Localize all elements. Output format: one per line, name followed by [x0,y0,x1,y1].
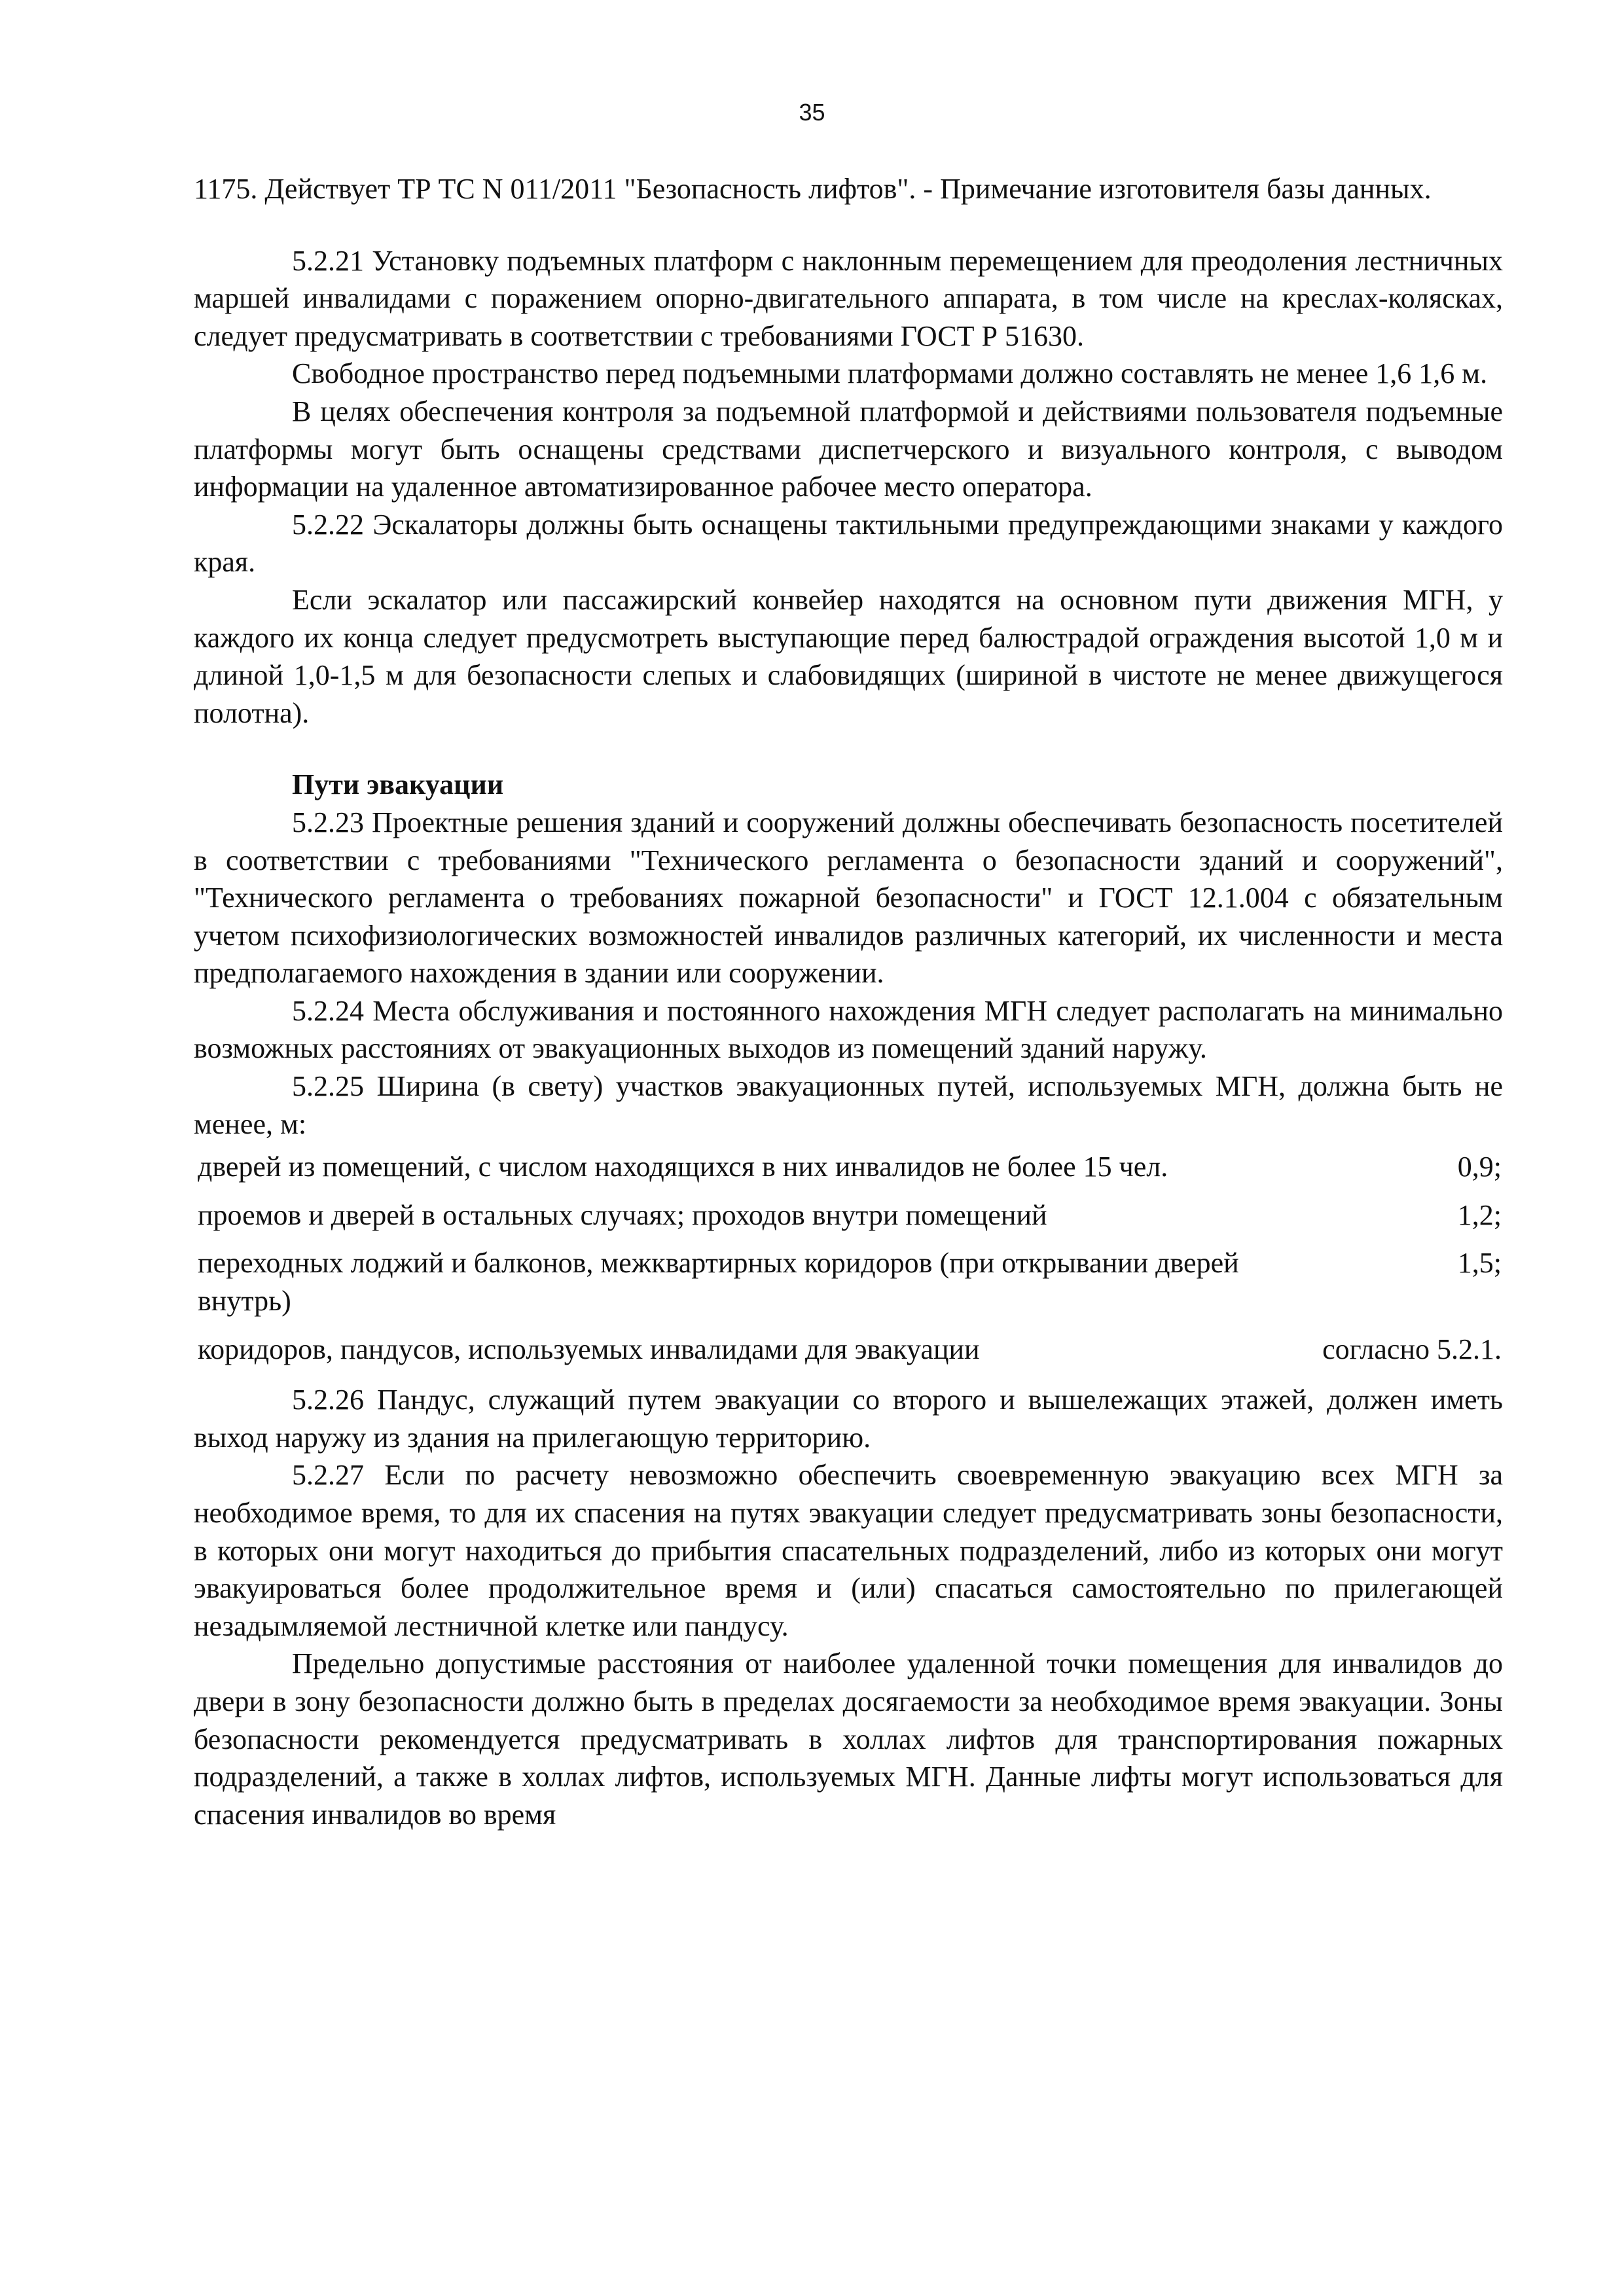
paragraph-free-space: Свободное пространство перед подъемными платформами должно составлять не менее 1,6 1,6 м. [292,357,1488,390]
spacer [194,732,1503,766]
paragraph-escalator: Если эскалатор или пассажирский конвейер находятся на основном пути движения МГН, у каждого их конца следует предусмотреть выступающие перед балюстрадой ограждения высотой 1,0 м и длиной 1,0-1,5 м для безопасности слепых и слабовидящих (шириной в чистоте не менее движущегося полотна). [194,583,1503,729]
document-body [194,170,1503,1833]
page-number: 35 [799,99,825,126]
paragraph-5-2-23: 5.2.23 Проектные решения зданий и сооружений должны обеспечивать безопасность посетителей в соответствии с требованиями "Технического регламента о безопасности зданий и сооружений", "Технического регламента о требованиях пожарной безопасности" и ГОСТ 12.1.004 с обязательным учетом психофизиологических возможностей инвалидов различных категорий, их численности и места предполагаемого нахождения в здании или сооружении. [194,806,1503,990]
table-row [194,1331,1506,1379]
paragraph-5-2-27: 5.2.27 Если по расчету невозможно обеспечить своевременную эвакуацию всех МГН за необходимое время, то для их спасения на путях эвакуации следует предусматривать зоны безопасности, в которых они могут находиться до прибытия спасательных подразделений, либо из которых они могут эвакуироваться более продолжительное время и (или) спасаться самостоятельно по прилегающей незадымляемой лестничной клетке или пандусу. [194,1459,1503,1642]
spacer [194,208,1503,242]
paragraph-distances: Предельно допустимые расстояния от наиболее удаленной точки помещения для инвалидов до двери в зону безопасности должно быть в пределах досягаемости за необходимое время эвакуации. Зоны безопасности рекомендуется предусматривать в холлах лифтов для транспортирования пожарных подразделений, а также в холлах лифтов, используемых МГН. Данные лифты могут использоваться для спасения инвалидов во время [194,1647,1503,1831]
paragraph-control: В целях обеспечения контроля за подъемной платформой и действиями пользователя подъемные платформы могут быть оснащены средствами диспетчерского и визуального контроля, с выводом информации на удаленное автоматизированное рабочее место оператора. [194,395,1503,503]
width-table [194,1148,1506,1378]
row-value: 0,9; [1457,1151,1502,1183]
row-value: 1,5; [1457,1247,1502,1280]
row-value: 1,2; [1457,1198,1502,1231]
table-row [194,1148,1506,1196]
table-row [194,1196,1506,1245]
section-heading: Пути эвакуации [292,768,504,801]
paragraph-5-2-24: 5.2.24 Места обслуживания и постоянного нахождения МГН следует располагать на минимально возможных расстояниях от эвакуационных выходов из помещений зданий наружу. [194,994,1503,1065]
paragraph-5-2-25: 5.2.25 Ширина (в свету) участков эвакуационных путей, используемых МГН, должна быть не менее, м: [194,1070,1503,1140]
paragraph-5-2-22: 5.2.22 Эскалаторы должны быть оснащены тактильными предупреждающими знаками у каждого края. [194,508,1503,579]
row-label: дверей из помещений, с числом находящихся в них инвалидов не более 15 чел. [198,1151,1168,1183]
paragraph-1: 1175. Действует ТР ТС N 011/2011 "Безопасность лифтов". - Примечание изготовителя базы данных. [194,173,1432,205]
paragraph-5-2-26: 5.2.26 Пандус, служащий путем эвакуации со второго и вышележащих этажей, должен иметь выход наружу из здания на прилегающую территорию. [194,1384,1503,1454]
row-label: переходных лоджий и балконов, межквартирных коридоров (при открывании дверей внутрь) [198,1247,1239,1318]
row-label: коридоров, пандусов, используемых инвалидами для эвакуации [198,1333,980,1365]
table-row [194,1244,1506,1330]
row-value: согласно 5.2.1. [1322,1333,1502,1365]
row-label: проемов и дверей в остальных случаях; проходов внутри помещений [198,1198,1047,1231]
paragraph-5-2-21: 5.2.21 Установку подъемных платформ с наклонным перемещением для преодоления лестничных маршей инвалидами с поражением опорно-двигательного аппарата, в том числе на креслах-колясках, следует предусматривать в соответствии с требованиями ГОСТ Р 51630. [194,244,1503,352]
